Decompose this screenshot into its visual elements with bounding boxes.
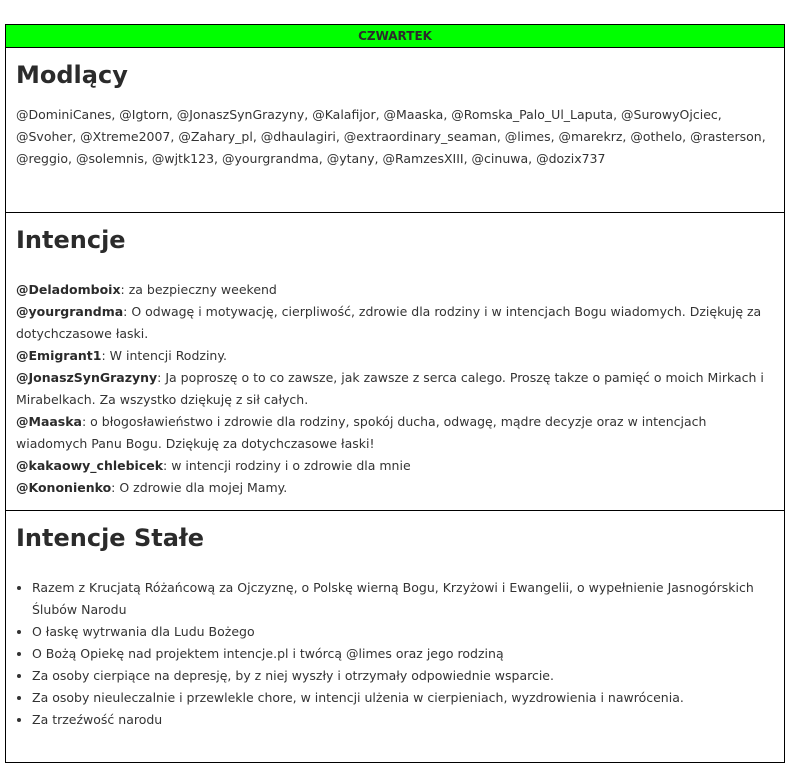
permanent-intention-item: • Razem z Krucjatą Różańcową za Ojczyznę, o Polskę wierną Bogu, Krzyżowi i Ewangelii, o wypełnienie Jasnogórskich Ślubów Narodu (32, 577, 774, 621)
section-intencje-stale (6, 511, 784, 762)
permanent-intention-item: • O Bożą Opiekę nad projektem intencje.pl i twórcą @limes oraz jego rodziną (32, 643, 774, 665)
intention-user[interactable]: @Emigrant1 (16, 348, 102, 363)
section-intencje (6, 213, 784, 511)
permanent-intentions-list (16, 577, 774, 731)
permanent-intention-item: • Za trzeźwość narodu (32, 709, 774, 731)
intentions-list (16, 279, 774, 499)
intention-text: : O zdrowie dla mojej Mamy. (111, 480, 288, 495)
intention-text: : za bezpieczny weekend (120, 282, 277, 297)
intention-user[interactable]: @JonaszSynGrazyny (16, 370, 158, 385)
intention-text: : w intencji rodziny i o zdrowie dla mnie (163, 458, 411, 473)
section-title-modlacy: Modlący (16, 61, 128, 89)
intention-item (16, 345, 774, 367)
intention-user[interactable]: @Deladomboix (16, 282, 121, 297)
section-title-intencje-stale: Intencje Stałe (16, 524, 205, 552)
intention-text: : O odwagę i motywację, cierpliwość, zdrowie dla rodziny i w intencjach Bogu wiadomych. Dziękuję za dotychczasowe łaski. (16, 304, 762, 341)
intention-text: : W intencji Rodziny. (101, 348, 227, 363)
day-header: CZWARTEK (6, 25, 784, 48)
day-card (5, 24, 785, 763)
intention-user[interactable]: @kakaowy_chlebicek (16, 458, 164, 473)
praying-users-list: @DominiCanes, @Igtorn, @JonaszSynGrazyny, @Kalafijor, @Maaska, @Romska_Palo_Ul_Laputa, @SurowyOjciec, @Svoher, @Xtreme2007, @Zahary_pl, @dhaulagiri, @extraordinary_seaman, @limes, @marekrz, @othelo, @rasterson, @reggio, @solemnis, @wjtk123, @yourgrandma, @ytany, @RamzesXIII, @cinuwa, @dozix737 (16, 107, 766, 166)
intention-item (16, 455, 774, 477)
permanent-intention-item: • Za osoby cierpiące na depresję, by z niej wyszły i otrzymały odpowiednie wsparcie. (32, 665, 774, 687)
intention-user[interactable]: @Maaska (16, 414, 82, 429)
intention-item (16, 367, 774, 411)
section-title-intencje: Intencje (16, 226, 126, 254)
intention-user[interactable]: @Kononienko (16, 480, 112, 495)
permanent-intention-item: • Za osoby nieuleczalnie i przewlekle chore, w intencji ulżenia w cierpieniach, wyzdrowienia i nawrócenia. (32, 687, 774, 709)
intention-item (16, 279, 774, 301)
intention-text: : Ja poproszę o to co zawsze, jak zawsze z serca calego. Proszę takze o pamięć o moich Mirkach i Mirabelkach. Za wszystko dziękuję z sił całych. (16, 370, 764, 407)
intention-user[interactable]: @yourgrandma (16, 304, 124, 319)
intention-text: : o błogosławieństwo i zdrowie dla rodziny, spokój ducha, odwagę, mądre decyzje oraz w intencjach wiadomych Panu Bogu. Dziękuję za dotychczasowe łaski! (16, 414, 707, 451)
intention-item (16, 411, 774, 455)
intention-item (16, 477, 774, 499)
intention-item (16, 301, 774, 345)
permanent-intention-item: • O łaskę wytrwania dla Ludu Bożego (32, 621, 774, 643)
section-modlacy (6, 48, 784, 213)
